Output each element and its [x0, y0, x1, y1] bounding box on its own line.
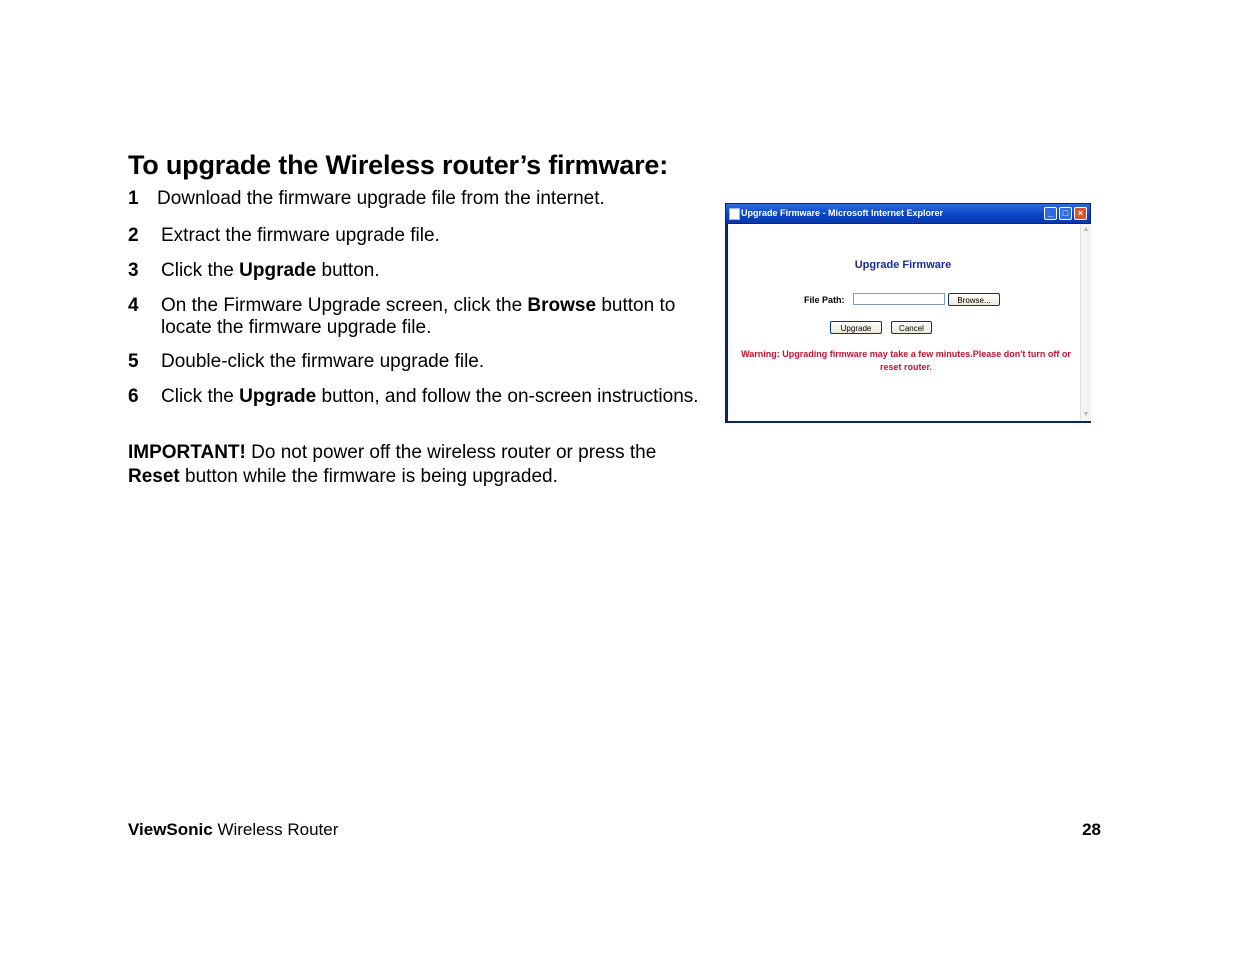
step-text [157, 386, 699, 408]
close-icon[interactable]: × [1074, 207, 1087, 220]
important-text: Do not power off the wireless router or press the [245, 442, 657, 463]
important-note [128, 441, 703, 489]
step-text-part: Click the [161, 260, 240, 281]
step-text [157, 225, 440, 247]
page-number: 28 [1082, 820, 1101, 839]
footer-product-name: Wireless Router [212, 820, 339, 839]
page-title: To upgrade the Wireless router’s firmware: [128, 150, 668, 180]
warning-message: Warning: Upgrading firmware may take a few minutes.Please don't turn off or reset router. [741, 349, 1071, 372]
scroll-up-icon[interactable]: ▲ [1082, 226, 1090, 233]
step-bold-term: Browse [527, 295, 597, 316]
file-path-label: File Path: [804, 295, 845, 305]
upgrade-firmware-screenshot [725, 203, 1091, 423]
step-bold-term: Upgrade [239, 386, 317, 407]
step-text-part: button. [316, 260, 380, 281]
step-text-part: On the Firmware Upgrade screen, click the [161, 295, 528, 316]
cancel-button[interactable]: Cancel [891, 321, 932, 334]
step-text-part: Double-click the firmware upgrade file. [161, 351, 485, 372]
step-text-part: Click the [161, 386, 240, 407]
vertical-scrollbar[interactable] [1080, 224, 1091, 421]
window-title: Upgrade Firmware - Microsoft Internet Explorer [741, 208, 944, 218]
step-1 [128, 188, 605, 210]
browse-button[interactable]: Browse... [948, 293, 1000, 306]
page-icon [729, 208, 740, 220]
important-text: button while the firmware is being upgraded. [179, 466, 558, 487]
step-6 [128, 386, 699, 408]
step-text-part: button, and follow the on-screen instructions. [316, 386, 699, 407]
step-text-part: Download the firmware upgrade file from the internet. [157, 188, 605, 209]
step-number: 3 [128, 260, 139, 281]
window-titlebar [726, 204, 1090, 223]
reset-term: Reset [128, 466, 180, 487]
footer-brand: ViewSonic [128, 820, 213, 839]
step-number: 2 [128, 225, 139, 246]
step-text [157, 351, 484, 373]
step-5 [128, 351, 484, 373]
step-2 [128, 225, 440, 247]
step-text-part: Extract the firmware upgrade file. [161, 225, 440, 246]
step-number: 6 [128, 386, 139, 407]
step-3 [128, 260, 380, 282]
step-bold-term: Upgrade [239, 260, 317, 281]
footer-product [128, 820, 338, 840]
step-text [157, 295, 703, 339]
step-text-part: button to locate the firmware upgrade file. [161, 295, 676, 338]
step-text [157, 260, 380, 282]
upgrade-button[interactable]: Upgrade [830, 321, 882, 334]
step-number: 1 [128, 188, 139, 209]
step-4 [128, 295, 703, 339]
scroll-down-icon[interactable]: ▼ [1082, 411, 1090, 418]
step-number: 4 [128, 295, 139, 316]
important-label: IMPORTANT! [128, 442, 246, 463]
step-number: 5 [128, 351, 139, 372]
minimize-icon[interactable]: _ [1044, 207, 1057, 220]
step-text [157, 188, 605, 210]
upgrade-firmware-heading: Upgrade Firmware [854, 259, 952, 271]
file-path-input[interactable] [853, 293, 945, 305]
maximize-icon[interactable]: □ [1059, 207, 1072, 220]
browser-content [728, 224, 1080, 421]
